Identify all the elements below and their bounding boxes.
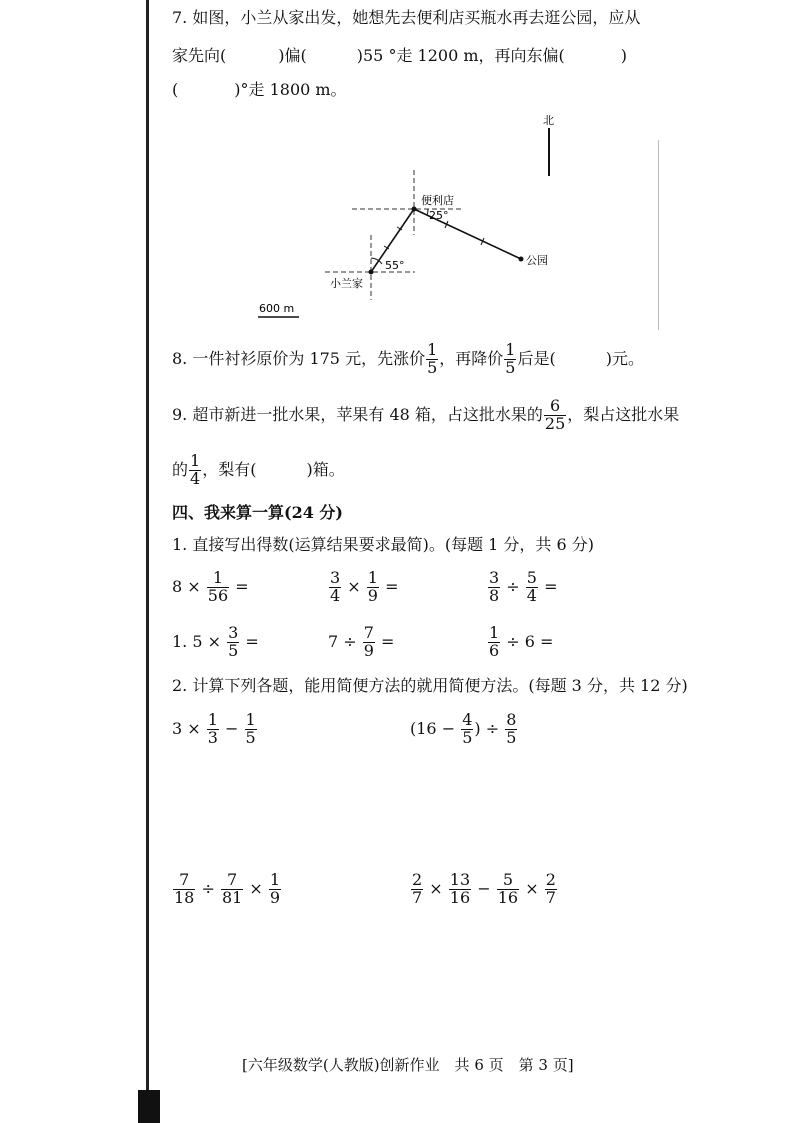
p2-num1: 4	[462, 710, 473, 729]
q9-fraction-1	[544, 398, 566, 433]
part1-title: 1. 直接写出得数(运算结果要求最简)。(每题 1 分，共 6 分)	[172, 535, 595, 554]
q7-text-2c: )55 °走 1200 m，再向东偏(	[356, 46, 565, 65]
q9-text-e: )箱。	[306, 459, 345, 479]
q8-text-d: )元。	[605, 348, 644, 368]
section-4-title: 四、我来算一算(24 分)	[172, 503, 343, 522]
p3-fraction-2	[221, 872, 243, 907]
p4-fraction-4	[545, 872, 557, 907]
e5-num: 7	[363, 623, 374, 642]
q8-fraction-1	[426, 342, 438, 377]
e6-den: 6	[489, 640, 500, 660]
north-label: 北	[543, 114, 554, 127]
e3-den1: 8	[489, 585, 500, 605]
e3-eq: =	[544, 576, 558, 596]
part1-expr-1	[172, 570, 249, 605]
p2-den1: 5	[462, 727, 473, 747]
p4-num2: 13	[449, 870, 471, 889]
e5-fraction	[363, 625, 375, 660]
p4-den2: 16	[449, 887, 471, 907]
p3-num2: 7	[227, 870, 238, 889]
p4-op2: −	[477, 878, 491, 898]
e5-prefix: 7 ÷	[328, 631, 357, 651]
p1-den2: 5	[245, 727, 256, 747]
q8-f2-den: 5	[505, 357, 516, 377]
p2-prefix: (16 −	[410, 718, 456, 738]
p1-fraction-2	[245, 712, 257, 747]
q7-text-3b: )°走 1800 m。	[234, 80, 347, 99]
binding-margin-block	[138, 1090, 160, 1123]
q7-text-1: 7. 如图，小兰从家出发，她想先去便利店买瓶水再去逛公园，应从	[172, 8, 641, 27]
p3-den1: 18	[174, 887, 195, 907]
e1-fraction	[207, 570, 229, 605]
p4-op3: ×	[525, 878, 539, 898]
p4-den4: 7	[545, 887, 556, 907]
part2-problem-3	[172, 872, 282, 907]
p1-num2: 1	[245, 710, 256, 729]
home-label: 小兰家	[330, 277, 363, 290]
e2-den1: 4	[330, 585, 341, 605]
e4-fraction	[227, 625, 239, 660]
q7-text-2a: 家先向(	[172, 46, 227, 65]
p3-fraction-1	[173, 872, 195, 907]
q9-text-d: ，梨有(	[202, 459, 257, 479]
e2-fraction-2	[367, 570, 379, 605]
part1-expr-2	[328, 570, 398, 605]
e3-fraction-2	[526, 570, 538, 605]
part1-expr-3	[487, 570, 557, 605]
q9-f2-num: 1	[190, 451, 201, 470]
part1-expr-6	[487, 625, 553, 660]
q9-f2-den: 4	[190, 468, 201, 488]
p1-prefix: 3 ×	[172, 718, 201, 738]
q9-fraction-2	[189, 453, 201, 488]
q8-text-c: 后是(	[517, 348, 556, 368]
p1-op: −	[225, 718, 239, 738]
p4-num4: 2	[545, 870, 556, 889]
e5-den: 9	[363, 640, 374, 660]
q8-text-a: 8. 一件衬衫原价为 175 元，先涨价	[172, 348, 426, 368]
e3-num1: 3	[489, 568, 500, 587]
part2-problem-4	[410, 872, 558, 907]
e3-num2: 5	[526, 568, 537, 587]
e4-prefix: 1. 5 ×	[172, 631, 222, 651]
e4-num: 3	[228, 623, 239, 642]
e5-eq: =	[381, 631, 395, 651]
q8-f1-den: 5	[427, 357, 438, 377]
e6-fraction	[488, 625, 500, 660]
part1-expr-5	[328, 625, 394, 660]
angle-home-label: 55°	[385, 259, 405, 272]
part1-expr-4	[172, 625, 259, 660]
q8-f1-num: 1	[427, 340, 438, 359]
e3-den2: 4	[526, 585, 537, 605]
q9-line2	[172, 453, 345, 488]
p2-fraction-1	[461, 712, 473, 747]
e2-num1: 3	[330, 568, 341, 587]
p3-op1: ÷	[201, 878, 215, 898]
e4-eq: =	[245, 631, 259, 651]
e1-den: 56	[207, 585, 229, 605]
p4-fraction-2	[449, 872, 471, 907]
p4-fraction-3	[497, 872, 519, 907]
e1-prefix: 8 ×	[172, 576, 201, 596]
p3-den2: 81	[221, 887, 243, 907]
e2-eq: =	[385, 576, 399, 596]
p1-num1: 1	[207, 710, 218, 729]
e2-fraction-1	[329, 570, 341, 605]
q7-text-3a: (	[172, 80, 179, 99]
p4-den3: 16	[497, 887, 519, 907]
e2-op: ×	[347, 576, 361, 596]
q8-line	[172, 342, 644, 377]
e6-num: 1	[489, 623, 500, 642]
part2-problem-2	[410, 712, 518, 747]
e3-op: ÷	[506, 576, 520, 596]
p4-num3: 5	[502, 870, 513, 889]
angle-arc-store	[427, 209, 428, 215]
p4-den1: 7	[412, 887, 423, 907]
p2-mid: ) ÷	[474, 718, 500, 738]
p3-num3: 1	[269, 870, 281, 889]
p4-num1: 2	[412, 870, 423, 889]
park-point	[519, 257, 524, 262]
e1-eq: =	[235, 576, 249, 596]
store-point	[412, 207, 417, 212]
q7-text-2b: )偏(	[278, 46, 307, 65]
q9-text-a: 9. 超市新进一批水果，苹果有 48 箱，占这批水果的	[172, 404, 543, 424]
scale-label: 600 m	[259, 302, 295, 315]
q8-text-b: ，再降价	[439, 348, 504, 368]
e6-suffix: ÷ 6 =	[506, 631, 554, 651]
p2-den2: 5	[506, 727, 517, 747]
q7-text-2d: )	[620, 46, 627, 65]
q9-f1-num: 6	[549, 396, 561, 415]
home-point	[369, 270, 374, 275]
p3-fraction-3	[269, 872, 281, 907]
p1-den1: 3	[207, 727, 218, 747]
part2-title: 2. 计算下列各题，能用简便方法的就用简便方法。(每题 3 分，共 12 分)	[172, 676, 688, 695]
p3-op2: ×	[249, 878, 263, 898]
p3-den3: 9	[269, 887, 281, 907]
e1-num: 1	[212, 568, 224, 587]
q8-fraction-2	[504, 342, 516, 377]
store-label: 便利店	[421, 194, 454, 207]
p1-fraction-1	[207, 712, 219, 747]
e3-fraction-1	[488, 570, 500, 605]
q9-text-b: ，梨占这批水果	[567, 404, 680, 424]
p2-fraction-2	[505, 712, 517, 747]
page-footer: [六年级数学(人教版)创新作业 共 6 页 第 3 页]	[242, 1056, 574, 1074]
q8-f2-num: 1	[505, 340, 516, 359]
p2-num2: 8	[506, 710, 517, 729]
park-label: 公园	[526, 254, 548, 267]
part2-problem-1	[172, 712, 258, 747]
p4-op1: ×	[429, 878, 443, 898]
q9-line1	[172, 398, 679, 433]
p3-num1: 7	[179, 870, 190, 889]
direction-diagram	[0, 0, 794, 340]
e2-num2: 1	[367, 568, 378, 587]
e4-den: 5	[228, 640, 239, 660]
q9-text-c: 的	[172, 459, 189, 479]
angle-store-label: 25°	[429, 209, 449, 222]
q9-f1-den: 25	[544, 413, 566, 433]
p4-fraction-1	[411, 872, 423, 907]
e2-den2: 9	[367, 585, 378, 605]
